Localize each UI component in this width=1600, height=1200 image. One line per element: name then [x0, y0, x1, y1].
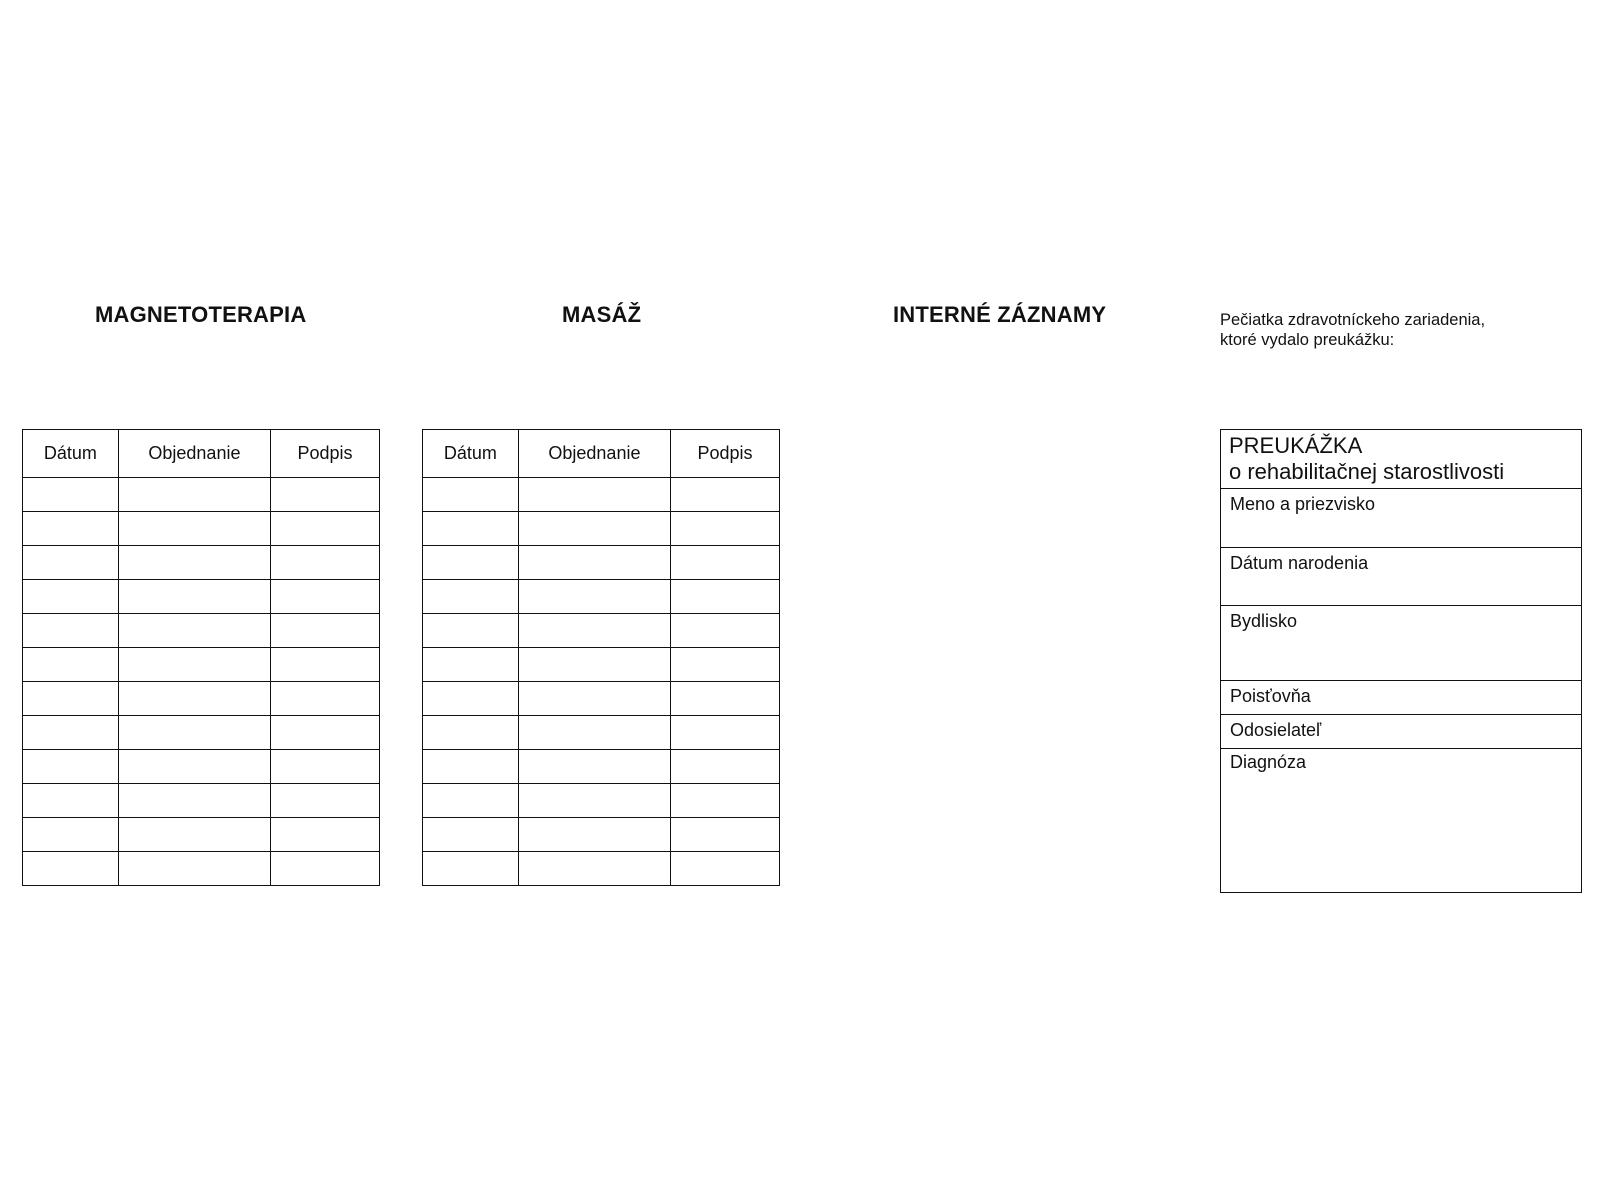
field-diagnosis[interactable]: [1221, 749, 1581, 891]
datum-cell[interactable]: [423, 580, 519, 614]
podpis-cell[interactable]: [271, 716, 380, 750]
table-row: [423, 682, 780, 716]
table-row: [423, 512, 780, 546]
podpis-cell[interactable]: [271, 614, 380, 648]
interne-zaznamy-heading: INTERNÉ ZÁZNAMY: [893, 302, 1107, 327]
podpis-cell[interactable]: [671, 716, 780, 750]
objednanie-cell[interactable]: [118, 750, 270, 784]
objednanie-cell[interactable]: [518, 614, 670, 648]
datum-cell[interactable]: [23, 478, 119, 512]
objednanie-cell[interactable]: [518, 580, 670, 614]
objednanie-cell[interactable]: [118, 648, 270, 682]
table-row: [423, 614, 780, 648]
objednanie-cell[interactable]: [518, 478, 670, 512]
field-referrer[interactable]: [1221, 715, 1581, 749]
datum-cell[interactable]: [23, 580, 119, 614]
field-name[interactable]: [1221, 489, 1581, 548]
table-row: [23, 818, 380, 852]
column-header-podpis: Podpis: [271, 430, 380, 478]
column-header-datum: Dátum: [23, 430, 119, 478]
objednanie-cell[interactable]: [118, 580, 270, 614]
podpis-cell[interactable]: [271, 648, 380, 682]
table-row: [423, 716, 780, 750]
field-insurance[interactable]: [1221, 681, 1581, 715]
objednanie-cell[interactable]: [518, 784, 670, 818]
podpis-cell[interactable]: [271, 784, 380, 818]
podpis-cell[interactable]: [671, 682, 780, 716]
field-address[interactable]: [1221, 606, 1581, 681]
objednanie-cell[interactable]: [118, 512, 270, 546]
datum-cell[interactable]: [423, 716, 519, 750]
podpis-cell[interactable]: [271, 580, 380, 614]
datum-cell[interactable]: [23, 784, 119, 818]
podpis-cell[interactable]: [671, 614, 780, 648]
objednanie-cell[interactable]: [118, 716, 270, 750]
table-row: [23, 648, 380, 682]
datum-cell[interactable]: [423, 648, 519, 682]
datum-cell[interactable]: [423, 478, 519, 512]
masaz-table: [422, 429, 780, 886]
datum-cell[interactable]: [23, 716, 119, 750]
table-row: [423, 750, 780, 784]
field-diagnosis-label: Diagnóza: [1230, 752, 1307, 772]
podpis-cell[interactable]: [271, 852, 380, 886]
stamp-note: [1220, 310, 1485, 350]
podpis-cell[interactable]: [671, 512, 780, 546]
card-title-line-2: o rehabilitačnej starostlivosti: [1229, 459, 1505, 484]
podpis-cell[interactable]: [271, 750, 380, 784]
datum-cell[interactable]: [23, 852, 119, 886]
objednanie-cell[interactable]: [118, 818, 270, 852]
datum-cell[interactable]: [23, 614, 119, 648]
magnetoterapia-table: [22, 429, 380, 886]
objednanie-cell[interactable]: [118, 784, 270, 818]
stamp-note-line-2: ktoré vydalo preukážku:: [1220, 331, 1395, 349]
card-title-line-1: PREUKÁŽKA: [1229, 433, 1363, 458]
field-address-label: Bydlisko: [1230, 611, 1298, 631]
field-referrer-label: Odosielateľ: [1230, 720, 1322, 740]
podpis-cell[interactable]: [671, 648, 780, 682]
objednanie-cell[interactable]: [518, 852, 670, 886]
datum-cell[interactable]: [423, 512, 519, 546]
rehabilitation-card: [1220, 429, 1582, 893]
objednanie-cell[interactable]: [518, 546, 670, 580]
objednanie-cell[interactable]: [118, 682, 270, 716]
card-title: [1221, 430, 1581, 489]
datum-cell[interactable]: [423, 546, 519, 580]
column-header-objednanie: Objednanie: [118, 430, 270, 478]
datum-cell[interactable]: [423, 682, 519, 716]
table-row: [23, 682, 380, 716]
datum-cell[interactable]: [23, 648, 119, 682]
table-row: [23, 750, 380, 784]
field-date-of-birth[interactable]: [1221, 548, 1581, 606]
podpis-cell[interactable]: [271, 478, 380, 512]
podpis-cell[interactable]: [271, 512, 380, 546]
magnetoterapia-heading: MAGNETOTERAPIA: [95, 302, 307, 327]
table-header-row: [423, 430, 780, 478]
objednanie-cell[interactable]: [518, 750, 670, 784]
datum-cell[interactable]: [23, 818, 119, 852]
podpis-cell[interactable]: [671, 784, 780, 818]
datum-cell[interactable]: [23, 682, 119, 716]
datum-cell[interactable]: [23, 512, 119, 546]
datum-cell[interactable]: [423, 818, 519, 852]
table-row: [423, 852, 780, 886]
table-row: [423, 648, 780, 682]
podpis-cell[interactable]: [271, 682, 380, 716]
table-row: [423, 784, 780, 818]
table-row: [423, 478, 780, 512]
objednanie-cell[interactable]: [118, 546, 270, 580]
datum-cell[interactable]: [423, 852, 519, 886]
table-row: [23, 852, 380, 886]
objednanie-cell[interactable]: [518, 512, 670, 546]
podpis-cell[interactable]: [671, 580, 780, 614]
field-insurance-label: Poisťovňa: [1230, 686, 1311, 706]
field-name-label: Meno a priezvisko: [1230, 494, 1376, 514]
objednanie-cell[interactable]: [518, 682, 670, 716]
stamp-note-line-1: Pečiatka zdravotníckeho zariadenia,: [1220, 311, 1486, 329]
podpis-cell[interactable]: [671, 852, 780, 886]
table-row: [23, 478, 380, 512]
podpis-cell[interactable]: [671, 478, 780, 512]
table-row: [423, 546, 780, 580]
column-header-objednanie: Objednanie: [518, 430, 670, 478]
objednanie-cell[interactable]: [518, 818, 670, 852]
table-row: [23, 546, 380, 580]
podpis-cell[interactable]: [671, 818, 780, 852]
table-row: [23, 614, 380, 648]
objednanie-cell[interactable]: [118, 852, 270, 886]
table-row: [23, 716, 380, 750]
objednanie-cell[interactable]: [518, 648, 670, 682]
datum-cell[interactable]: [23, 750, 119, 784]
podpis-cell[interactable]: [271, 546, 380, 580]
podpis-cell[interactable]: [271, 818, 380, 852]
datum-cell[interactable]: [423, 614, 519, 648]
masaz-heading: MASÁŽ: [562, 302, 642, 327]
objednanie-cell[interactable]: [118, 478, 270, 512]
table-row: [23, 580, 380, 614]
table-row: [423, 818, 780, 852]
datum-cell[interactable]: [423, 784, 519, 818]
datum-cell[interactable]: [423, 750, 519, 784]
datum-cell[interactable]: [23, 546, 119, 580]
field-date-of-birth-label: Dátum narodenia: [1230, 553, 1369, 573]
column-header-datum: Dátum: [423, 430, 519, 478]
column-header-podpis: Podpis: [671, 430, 780, 478]
podpis-cell[interactable]: [671, 546, 780, 580]
table-header-row: [23, 430, 380, 478]
podpis-cell[interactable]: [671, 750, 780, 784]
objednanie-cell[interactable]: [518, 716, 670, 750]
table-row: [423, 580, 780, 614]
table-row: [23, 512, 380, 546]
table-row: [23, 784, 380, 818]
objednanie-cell[interactable]: [118, 614, 270, 648]
